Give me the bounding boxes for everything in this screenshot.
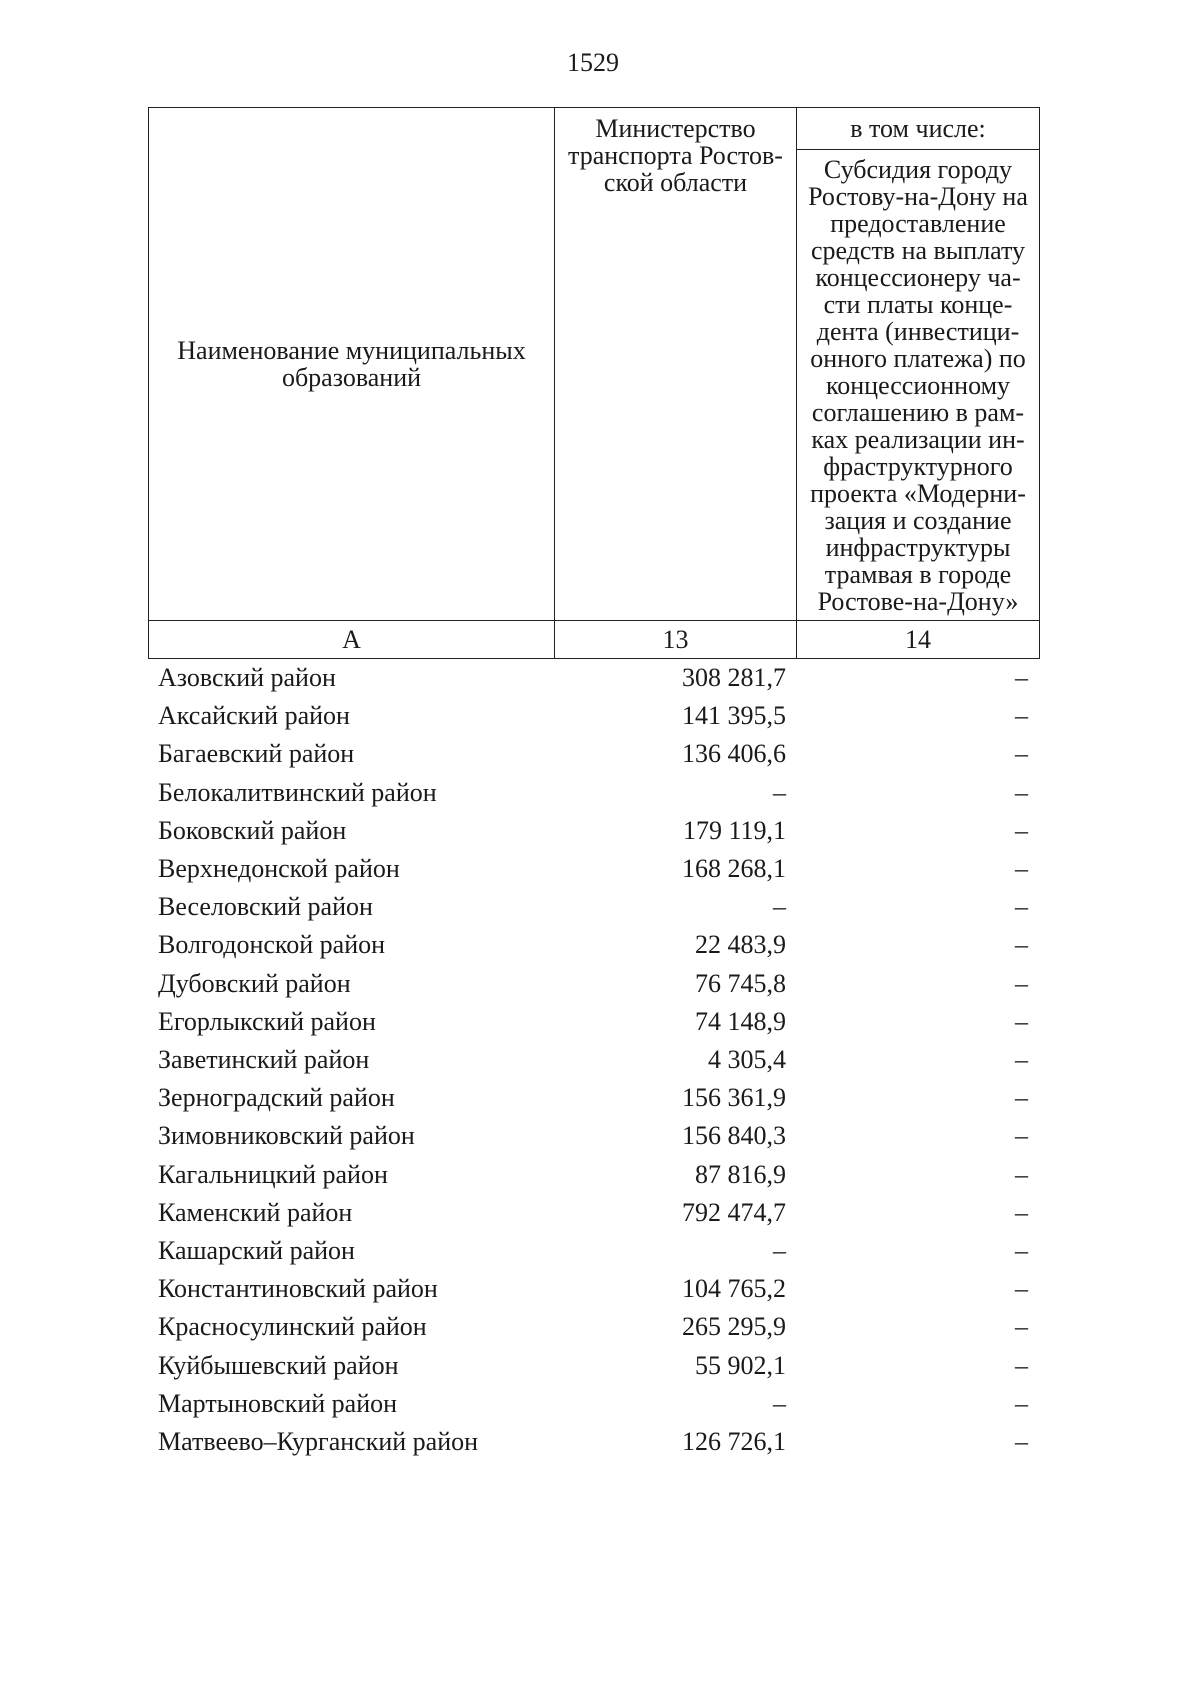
subsidy-header-line: Ростове-на-Дону» bbox=[817, 587, 1019, 616]
subsidy-amount: – bbox=[1015, 1236, 1028, 1266]
subsidy-amount: – bbox=[1015, 854, 1028, 884]
table-row bbox=[148, 965, 1039, 1003]
municipality-name: Азовский район bbox=[158, 663, 336, 692]
table-row bbox=[148, 1117, 1039, 1155]
table-row bbox=[148, 1308, 1039, 1346]
subsidy-amount: – bbox=[1015, 1045, 1028, 1075]
table-row bbox=[148, 1270, 1039, 1308]
municipality-name: Боковский район bbox=[158, 815, 347, 845]
ministry-amount: – bbox=[773, 1236, 786, 1266]
subsidy-header-line: сти платы конце- bbox=[823, 290, 1013, 319]
ministry-header bbox=[555, 108, 797, 621]
ministry-amount: – bbox=[773, 777, 786, 807]
subsidy-header-line: инфраструктуры bbox=[825, 533, 1011, 562]
subsidy-amount: – bbox=[1015, 1006, 1028, 1036]
table-body bbox=[148, 659, 1039, 1461]
subsidy-header-line: соглашению в рам- bbox=[811, 398, 1025, 427]
ministry-amount: 156 840,3 bbox=[682, 1121, 786, 1151]
subsidy-amount: – bbox=[1015, 1197, 1028, 1227]
subsidy-amount: – bbox=[1015, 1083, 1028, 1113]
subsidy-amount: – bbox=[1015, 777, 1028, 807]
municipality-name: Куйбышевский район bbox=[158, 1350, 399, 1380]
municipality-name: Кашарский район bbox=[158, 1236, 355, 1266]
ministry-amount: – bbox=[773, 892, 786, 922]
subsidy-header-line: фраструктурного bbox=[823, 452, 1013, 481]
ministry-amount: 156 361,9 bbox=[682, 1083, 786, 1113]
municipality-name: Веселовский район bbox=[158, 892, 373, 922]
ministry-amount: 74 148,9 bbox=[695, 1006, 786, 1036]
municipality-name: Егорлыкский район bbox=[158, 1006, 376, 1036]
ministry-header-line: транспорта Ростов- bbox=[568, 141, 783, 170]
column-number-13: 13 bbox=[555, 621, 797, 659]
subsidy-header-line: Субсидия городу bbox=[823, 155, 1013, 184]
table-row bbox=[148, 774, 1039, 812]
subsidy-header-line: концессионному bbox=[825, 371, 1011, 400]
municipality-name: Багаевский район bbox=[158, 739, 355, 769]
subsidy-amount: – bbox=[1015, 968, 1028, 998]
ministry-amount: 55 902,1 bbox=[695, 1350, 786, 1380]
page-number: 1529 bbox=[567, 48, 619, 77]
subsidy-amount: – bbox=[1015, 663, 1028, 692]
table-row bbox=[148, 812, 1039, 850]
subsidy-amount: – bbox=[1015, 1427, 1028, 1457]
subsidy-header bbox=[797, 150, 1040, 621]
subsidy-amount: – bbox=[1015, 1159, 1028, 1189]
municipality-name: Каменский район bbox=[158, 1197, 353, 1227]
column-numbers-row bbox=[149, 621, 1040, 659]
subsidy-header-line: дента (инвестици- bbox=[816, 317, 1020, 346]
municipality-header bbox=[149, 108, 555, 621]
subsidy-amount: – bbox=[1015, 1274, 1028, 1304]
table-row bbox=[148, 697, 1039, 735]
subsidy-header-line: предоставление bbox=[830, 209, 1006, 238]
subsidy-amount: – bbox=[1015, 1121, 1028, 1151]
municipality-name: Дубовский район bbox=[158, 968, 351, 998]
subsidy-header-line: трамвая в городе bbox=[824, 560, 1012, 589]
table-row bbox=[148, 1423, 1039, 1461]
table-row bbox=[148, 1041, 1039, 1079]
ministry-amount: 179 119,1 bbox=[682, 815, 786, 845]
table-header bbox=[148, 107, 1040, 659]
table-row bbox=[148, 735, 1039, 773]
municipality-name: Мартыновский район bbox=[158, 1388, 398, 1418]
column-number-14: 14 bbox=[797, 621, 1040, 659]
subsidy-header-line: онного платежа) по bbox=[810, 344, 1026, 373]
subsidy-header-line: средств на выплату bbox=[810, 236, 1026, 265]
table-row bbox=[148, 1079, 1039, 1117]
municipality-name: Заветинский район bbox=[158, 1045, 370, 1075]
subsidy-amount: – bbox=[1015, 1312, 1028, 1342]
ministry-amount: 4 305,4 bbox=[708, 1045, 786, 1075]
municipality-name: Белокалитвинский район bbox=[158, 777, 437, 807]
ministry-header-line: ской области bbox=[603, 168, 748, 197]
table-row bbox=[148, 1156, 1039, 1194]
subsidy-header-line: зация и создание bbox=[824, 506, 1012, 535]
table-row bbox=[148, 888, 1039, 926]
municipality-header-line: образований bbox=[281, 363, 422, 392]
table-row bbox=[148, 850, 1039, 888]
ministry-amount: 168 268,1 bbox=[682, 854, 786, 884]
municipality-name: Кагальницкий район bbox=[158, 1159, 388, 1189]
ministry-amount: 136 406,6 bbox=[682, 739, 786, 769]
municipality-name: Красносулинский район bbox=[158, 1312, 427, 1342]
ministry-amount: 104 765,2 bbox=[682, 1274, 786, 1304]
header-row-top bbox=[149, 108, 1040, 150]
subsidy-amount: – bbox=[1015, 892, 1028, 922]
table-row bbox=[148, 1003, 1039, 1041]
subsidy-amount: – bbox=[1015, 739, 1028, 769]
table-row bbox=[148, 1232, 1039, 1270]
subsidy-amount: – bbox=[1015, 815, 1028, 845]
subsidy-amount: – bbox=[1015, 1388, 1028, 1418]
subsidy-header-line: концессионеру ча- bbox=[815, 263, 1021, 292]
table-row bbox=[148, 1347, 1039, 1385]
ministry-amount: 87 816,9 bbox=[695, 1159, 786, 1189]
municipality-name: Константиновский район bbox=[158, 1274, 438, 1304]
ministry-amount: 265 295,9 bbox=[682, 1312, 786, 1342]
municipality-header-line: Наименование муниципальных bbox=[177, 336, 526, 365]
table-row bbox=[148, 926, 1039, 964]
municipality-name: Волгодонской район bbox=[158, 930, 386, 960]
table-row bbox=[148, 659, 1039, 697]
subsidy-header-line: проекта «Модерни- bbox=[810, 479, 1026, 508]
subsidy-header-line: Ростову-на-Дону на bbox=[808, 182, 1028, 211]
municipality-name: Матвеево–Курганский район bbox=[158, 1427, 479, 1457]
ministry-amount: 792 474,7 bbox=[682, 1197, 786, 1227]
ministry-amount: 141 395,5 bbox=[682, 701, 786, 731]
ministry-header-line: Министерство bbox=[595, 114, 756, 143]
subsidy-header-line: ках реализации ин- bbox=[811, 425, 1025, 454]
subsidy-amount: – bbox=[1015, 701, 1028, 731]
including-header: в том числе: bbox=[797, 108, 1040, 150]
ministry-amount: 22 483,9 bbox=[695, 930, 786, 960]
subsidy-amount: – bbox=[1015, 930, 1028, 960]
ministry-amount: 126 726,1 bbox=[682, 1427, 786, 1457]
ministry-amount: 76 745,8 bbox=[695, 968, 786, 998]
table-row bbox=[148, 1194, 1039, 1232]
column-number-a: А bbox=[149, 621, 555, 659]
subsidy-amount: – bbox=[1015, 1350, 1028, 1380]
municipality-name: Зимовниковский район bbox=[158, 1121, 415, 1151]
municipality-name: Верхнедонской район bbox=[158, 854, 400, 884]
municipality-name: Зерноградский район bbox=[158, 1083, 395, 1113]
ministry-amount: 308 281,7 bbox=[682, 663, 786, 692]
municipality-name: Аксайский район bbox=[158, 701, 350, 731]
ministry-amount: – bbox=[773, 1388, 786, 1418]
table-row bbox=[148, 1385, 1039, 1423]
